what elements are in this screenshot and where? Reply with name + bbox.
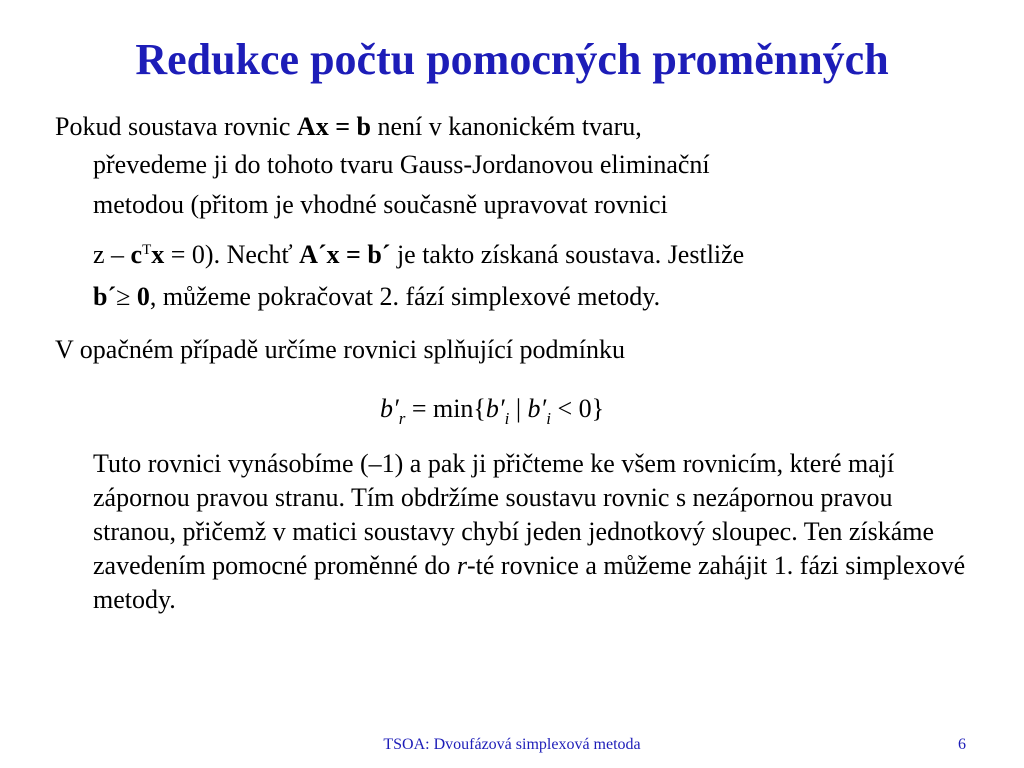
equation-ax-b: Ax = b bbox=[296, 112, 371, 141]
page-number: 6 bbox=[958, 736, 966, 753]
vector-x: x bbox=[151, 240, 165, 269]
paragraph-1-line-2: převedeme ji do tohoto tvaru Gauss-Jordanovou eliminační bbox=[93, 150, 710, 179]
formula-text: | bbox=[509, 394, 528, 423]
zero-vector: 0 bbox=[136, 282, 150, 311]
formula-text: = min{ bbox=[405, 394, 486, 423]
text: není v kanonickém tvaru, bbox=[370, 112, 642, 141]
text: Pokud soustava rovnic bbox=[55, 112, 297, 141]
b-prime: b′ bbox=[527, 394, 547, 423]
min-formula bbox=[380, 389, 604, 439]
paragraph-1-line-1 bbox=[55, 107, 642, 147]
paragraph-1-line-4 bbox=[93, 230, 744, 275]
text: = 0). Nechť bbox=[164, 240, 300, 269]
equation-ax-b-prime: A´x = b´ bbox=[299, 240, 391, 269]
vector-c: c bbox=[130, 240, 143, 269]
b-prime: b′ bbox=[380, 394, 399, 423]
paragraph-2: V opačném případě určíme rovnici splňující podmínku bbox=[55, 335, 625, 364]
transpose-superscript: T bbox=[142, 242, 152, 258]
text: -té rovnice a můžeme zahájit 1. fázi simplexové metody. bbox=[93, 551, 966, 614]
text: je takto získaná soustava. Jestliže bbox=[390, 240, 745, 269]
subscript-i: i bbox=[546, 409, 551, 428]
paragraph-1-line-3: metodou (přitom je vhodné současně upravovat rovnici bbox=[93, 190, 668, 219]
text: z – bbox=[93, 240, 131, 269]
geq-sign: ≥ bbox=[116, 282, 137, 311]
vector-b-prime: b´ bbox=[93, 282, 117, 311]
subscript-i: i bbox=[504, 409, 510, 428]
text: , můžeme pokračovat 2. fází simplexové metody. bbox=[149, 282, 661, 311]
subscript-r: r bbox=[398, 409, 406, 428]
variable-r: r bbox=[456, 551, 467, 580]
paragraph-3 bbox=[93, 447, 973, 617]
formula-text: < 0} bbox=[550, 394, 605, 423]
b-prime: b′ bbox=[485, 394, 505, 423]
slide-title: Redukce počtu pomocných proměnných bbox=[135, 35, 889, 84]
footer-text: TSOA: Dvoufázová simplexová metoda bbox=[383, 736, 641, 753]
paragraph-1-line-5 bbox=[93, 277, 660, 317]
text: Tuto rovnici vynásobíme (–1) a pak ji přičteme ke všem rovnicím, které mají zápornou pravou stranu. Tím obdržíme soustavu rovnic s nezápornou pravou stranou, přičemž v matici soustavy chybí jeden jednotkový sloupec. Ten získáme zavedením pomocné proměnné do bbox=[93, 449, 935, 580]
